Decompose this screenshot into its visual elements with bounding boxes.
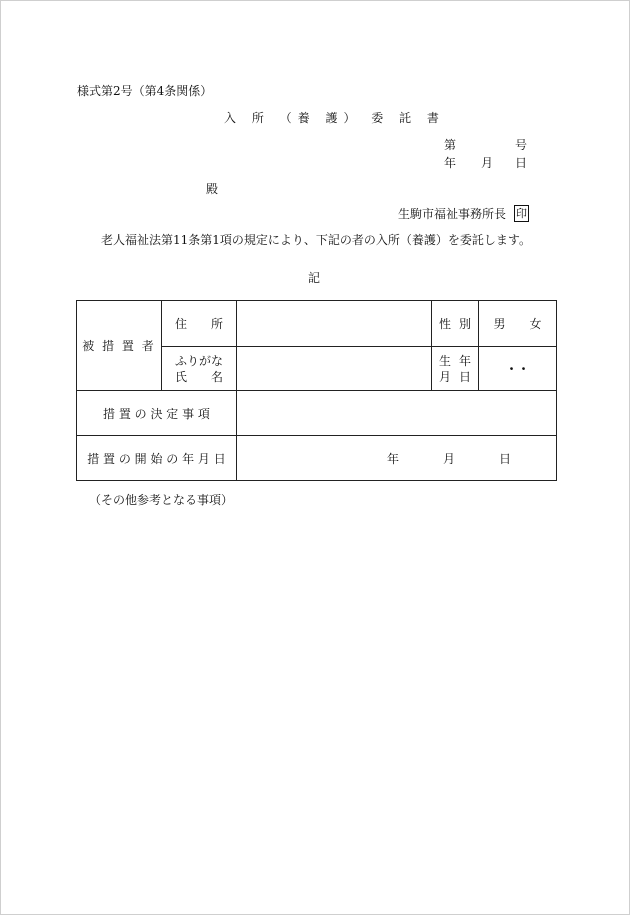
start-date-year: 年: [387, 451, 400, 466]
form-number: 様式第2号（第4条関係）: [77, 84, 213, 98]
name-label-b: 名: [210, 369, 223, 384]
number-label-go: 号: [515, 138, 528, 152]
address-label-b: 所: [210, 317, 223, 331]
decision-field[interactable]: [237, 391, 557, 436]
birth-date-dot: ・: [505, 362, 518, 376]
issue-date-day: 日: [515, 156, 528, 170]
table-row-decision: [77, 391, 557, 436]
issue-date-year: 年: [444, 156, 457, 170]
issuer-name: 生駒市福祉事務所長: [398, 207, 507, 221]
commission-table: [76, 300, 557, 481]
sex-label-b: 別: [458, 317, 471, 331]
address-label-a: 住: [175, 317, 188, 331]
seal-box: 印: [516, 207, 527, 220]
address-field[interactable]: [237, 301, 432, 347]
number-label-dai: 第: [444, 138, 457, 152]
sex-label-a: 性: [439, 317, 452, 331]
addressee-suffix: 殿: [206, 182, 219, 196]
sex-option-female[interactable]: 女: [529, 317, 542, 331]
issue-date-month: 月: [481, 156, 494, 170]
birth-label-c: 月: [439, 369, 452, 384]
birth-label-b: 年: [458, 353, 471, 368]
statement-text: 老人福祉法第11条第1項の規定により、下記の者の入所（養護）を委託します。: [101, 233, 531, 247]
birth-label-a: 生: [439, 353, 452, 368]
table-row-address: [77, 301, 557, 347]
name-label-a: 氏: [174, 369, 187, 384]
birth-date-dot: ・: [517, 362, 530, 376]
start-date-label: 措 置 の 開 始 の 年 月 日: [77, 436, 237, 481]
table-row-start-date: [77, 436, 557, 481]
subject-label: 被 措 置 者: [77, 301, 162, 391]
start-date-day: 日: [498, 451, 511, 466]
address-label: [162, 301, 237, 347]
other-notes-label: （その他参考となる事項）: [89, 493, 234, 507]
start-date-field[interactable]: [237, 436, 557, 481]
furigana-label: ふりがな: [174, 353, 223, 368]
birth-label: [432, 347, 479, 391]
name-field[interactable]: [237, 347, 432, 391]
birth-date-field[interactable]: [479, 347, 557, 391]
document-title: 入 所 （養 護） 委 託 書: [224, 111, 445, 125]
start-date-month: 月: [442, 451, 455, 466]
decision-label: 措 置 の 決 定 事 項: [77, 391, 237, 436]
birth-label-d: 日: [458, 369, 471, 384]
name-label: [162, 347, 237, 391]
sex-options: [479, 301, 557, 347]
sex-option-male[interactable]: 男: [493, 317, 506, 331]
ki-heading: 記: [308, 271, 321, 285]
sex-label: [432, 301, 479, 347]
